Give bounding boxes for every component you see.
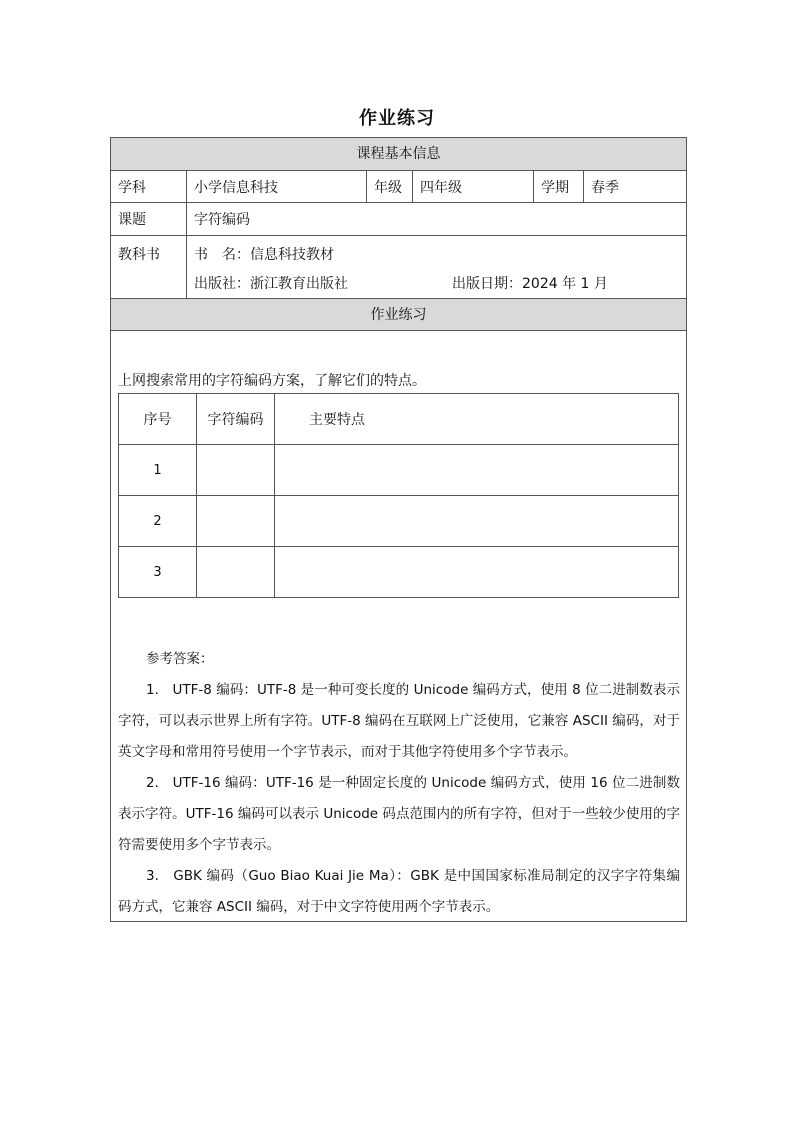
publish-date: 出版日期：2024 年 1 月 (452, 276, 608, 292)
topic-row (111, 203, 686, 236)
grade-value: 四年级 (413, 171, 534, 202)
topic-label: 课题 (111, 203, 187, 235)
row-features (275, 496, 679, 547)
row-encoding (197, 547, 275, 598)
grade-label: 年级 (367, 171, 413, 202)
term-label: 学期 (534, 171, 584, 202)
table-row (119, 496, 679, 547)
answer-item: 3. GBK 编码（Guo Biao Kuai Jie Ma）：GBK 是中国国家标准局制定的汉字字符集编码方式，它兼容 ASCII 编码，对于中文字符使用两个字节表示。 (118, 868, 680, 915)
textbook-label: 教科书 (111, 236, 187, 298)
course-info-header-label: 课程基本信息 (356, 146, 441, 162)
col-header-features: 主要特点 (275, 394, 679, 445)
subject-value: 小学信息科技 (187, 171, 367, 202)
document-title: 作业练习 (359, 108, 435, 129)
topic-value: 字符编码 (194, 212, 250, 228)
term-value: 春季 (591, 179, 619, 196)
subject-label: 学科 (111, 171, 187, 202)
answer-label: 参考答案： (146, 651, 214, 667)
col-header-number: 序号 (119, 394, 197, 445)
row-features (275, 547, 679, 598)
subject-row (111, 171, 686, 203)
col-header-encoding: 字符编码 (197, 394, 275, 445)
row-encoding (197, 496, 275, 547)
row-number: 2 (119, 496, 197, 547)
table-header-row (119, 394, 679, 445)
practice-task: 上网搜索常用的字符编码方案，了解它们的特点。 (118, 373, 426, 389)
table-row (119, 547, 679, 598)
table-row (119, 445, 679, 496)
row-encoding (197, 445, 275, 496)
book-name: 书 名：信息科技教材 (194, 247, 334, 263)
reference-answers (118, 644, 680, 923)
publisher: 出版社：浙江教育出版社 (194, 276, 348, 292)
course-info-header (111, 138, 686, 171)
row-features (275, 445, 679, 496)
row-number: 3 (119, 547, 197, 598)
encoding-feature-table (118, 393, 679, 598)
worksheet-table (110, 137, 687, 922)
answer-item: 2. UTF-16 编码：UTF-16 是一种固定长度的 Unicode 编码方式，使用 16 位二进制数表示字符。UTF-16 编码可以表示 Unicode 码点范围内的所有字符，但对于一些较少使用的字符需要使用多个字节表示。 (118, 775, 680, 853)
practice-header (111, 299, 686, 331)
textbook-row (111, 236, 686, 299)
answer-item: 1. UTF-8 编码：UTF-8 是一种可变长度的 Unicode 编码方式，使用 8 位二进制数表示字符，可以表示世界上所有字符。UTF-8 编码在互联网上广泛使用，它兼容 ASCII 编码，对于英文字母和常用符号使用一个字节表示，而对于其他字符使用多个字节表示。 (118, 682, 680, 760)
practice-header-label: 作业练习 (370, 307, 427, 323)
row-number: 1 (119, 445, 197, 496)
